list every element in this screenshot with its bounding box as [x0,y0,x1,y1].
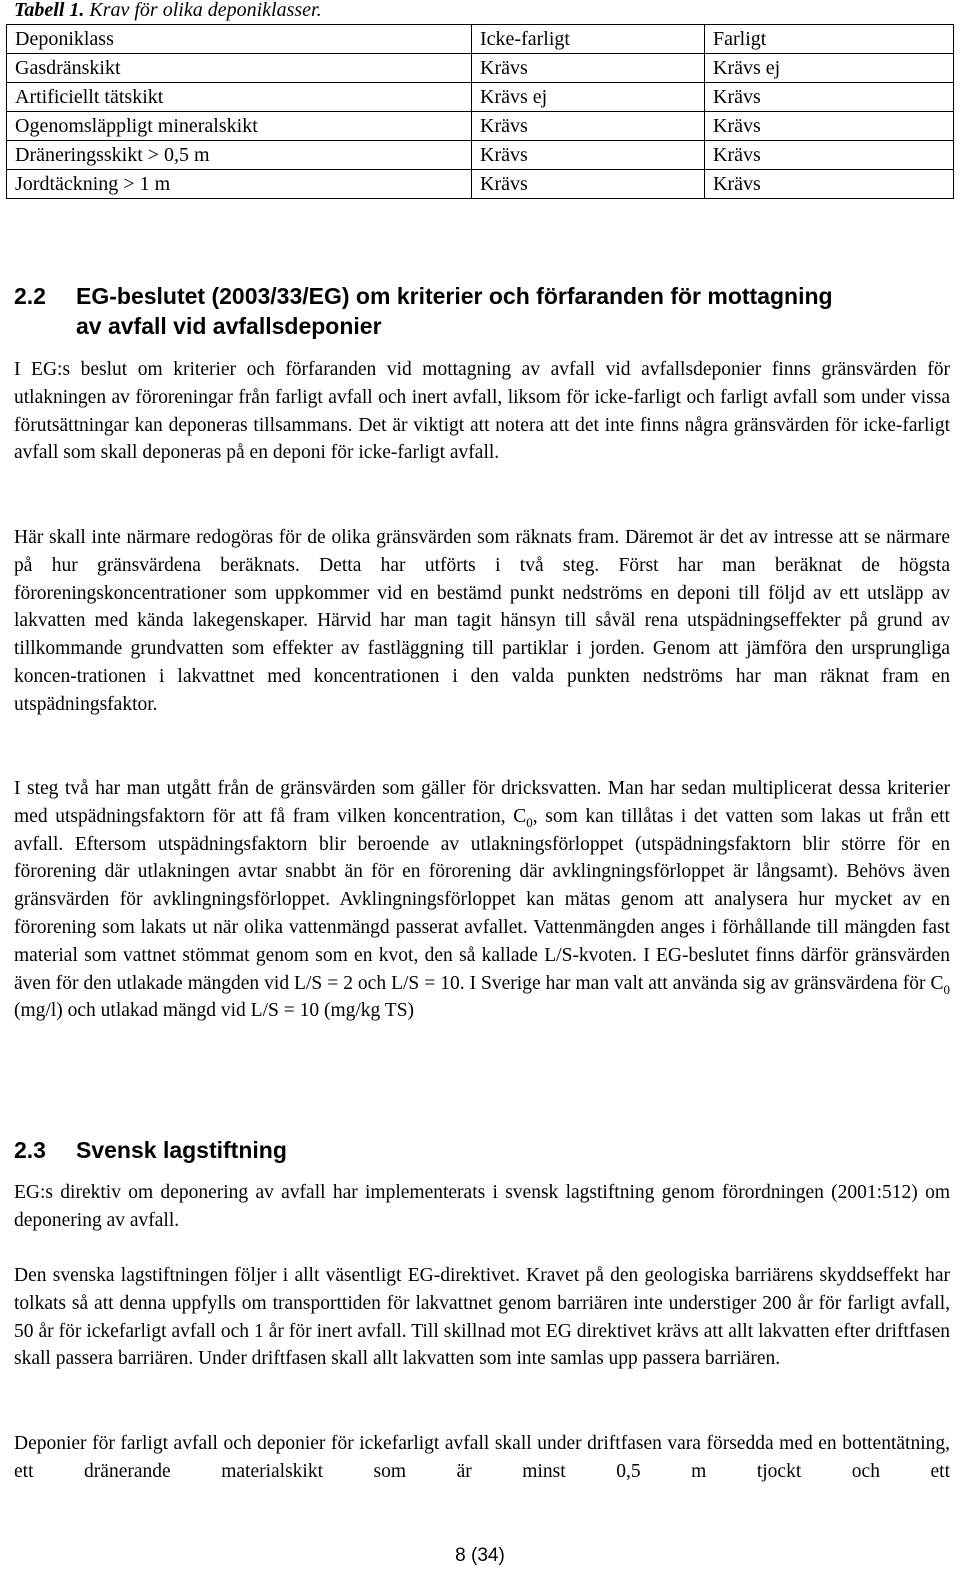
table-header-cell: Farligt [705,25,954,54]
table-cell: Artificiellt tätskikt [7,83,472,112]
table-row [7,112,954,141]
table-row [7,54,954,83]
paragraph: Den svenska lagstiftningen följer i allt väsentligt EG-direktivet. Kravet på den geologiska barriärens skyddseffekt har tolkats så att denna uppfylls om transporttiden för lakvattnet genom barriären inte understiger 200 år för farligt avfall, 50 år för ickefarligt avfall och 1 år för inert avfall. Till skillnad mot EG direktivet krävs att allt lakvatten efter driftfasen skall passera barriären. Under driftfasen skall allt lakvatten som inte samlas upp passera barriären. [14,1265,950,1370]
table-cell: Krävs [472,141,705,170]
table-caption-text: Krav för olika deponiklasser. [84,0,322,21]
paragraph: Här skall inte närmare redogöras för de olika gränsvärden som räknats fram. Däremot är det av intresse att se närmare på hur gränsvärdena beräknats. Detta har utförts i två steg. Först har man beräknat de högsta föroreningskoncentrationer som uppkommer vid en bestämd punkt nedströms en deponi till följd av ett utsläpp av lakvatten med kända lakegenskaper. Härvid har man tagit hänsyn till såväl rena utspädningseffekter på grund av tillkommande grundvatten som effekter av fastläggning till partiklar i jorden. Genom att jämföra den ursprungliga koncen-trationen i lakvattnet med koncentrationen i den valda punkten nedströms har man räknat fram en utspädningsfaktor. [14,527,950,715]
section-number: 2.2 [14,283,46,309]
table-cell: Krävs [705,112,954,141]
requirements-table [6,24,954,199]
section-number: 2.3 [14,1137,46,1163]
table-header-cell: Icke-farligt [472,25,705,54]
table-header-row [7,25,954,54]
table-caption-label: Tabell 1. [14,0,85,21]
table-cell: Krävs [705,170,954,199]
subscript: 0 [943,981,950,997]
table-cell: Dräneringsskikt > 0,5 m [7,141,472,170]
paragraph-text: (mg/l) och utlakad mängd vid L/S = 10 (mg/kg TS) [14,1000,415,1022]
table-cell: Krävs [472,54,705,83]
table-cell: Krävs [705,141,954,170]
paragraph [14,775,950,1025]
section-title-line2: av avfall vid avfallsdeponier [76,313,382,339]
section-title: Svensk lagstiftning [76,1137,287,1163]
table-cell: Krävs [705,83,954,112]
section-title-line1: EG-beslutet (2003/33/EG) om kriterier och förfaranden för mottagning [76,283,833,309]
table-row [7,141,954,170]
table-cell: Ogenomsläppligt mineralskikt [7,112,472,141]
table-cell: Krävs ej [705,54,954,83]
table-cell: Krävs [472,170,705,199]
paragraph: EG:s direktiv om deponering av avfall har implementerats i svensk lagstiftning genom förordningen (2001:512) om deponering av avfall. [14,1182,950,1231]
table-caption [14,0,322,22]
paragraph: I EG:s beslut om kriterier och förfaranden vid mottagning av avfall vid avfallsdeponier finns gränsvärden för utlakningen av föroreningar från farligt avfall och inert avfall, liksom för icke-farligt och farligt avfall som under vissa förutsättningar kan deponeras tillsammans. Det är viktigt att notera att det inte finns några gränsvärden för icke-farligt avfall som skall deponeras på en deponi för icke-farligt avfall. [14,359,950,464]
section-2-2-heading [14,281,954,341]
section-2-3-heading [14,1135,287,1165]
table-cell: Gasdränskikt [7,54,472,83]
table-cell: Krävs [472,112,705,141]
table-cell: Jordtäckning > 1 m [7,170,472,199]
table-row [7,170,954,199]
table-cell: Krävs ej [472,83,705,112]
table-header-cell: Deponiklass [7,25,472,54]
subscript: 0 [526,814,533,830]
paragraph: Deponier för farligt avfall och deponier för ickefarligt avfall skall under driftfasen vara försedda med en bottentätning, ett dränerande materialskikt som är minst 0,5 m tjockt och ett [14,1433,950,1482]
page-number: 8 (34) [455,1545,505,1566]
paragraph-text: , som kan tillåtas i det vatten som lakas ut från ett avfall. Eftersom utspädningsfaktorn blir beroende av utlakningsförloppet (utspädningsfaktorn blir större för en förorening där utlakningen avtar snabbt än för en förorening där avklingningsförloppet är långsamt). Behövs även gränsvärden för avklingningsförloppet. Avklingningsförloppet kan mätas genom att analysera hur mycket av en förorening som lakats ut när olika vattenmängd passerat avfallet. Vattenmängden anges i förhållande till mängden fast material som vattnet stömmat genom som en kvot, den så kallade L/S-kvoten. I EG-beslutet finns därför gränsvärden även för den utlakade mängden vid L/S = 2 och L/S = 10. I Sverige har man valt att använda sig av gränsvärdena för C [14,805,950,994]
table-row [7,83,954,112]
paragraph-text: I steg två har man utgått från de gränsvärden som gäller för dricksvatten. Man har sedan multiplicerat dessa kriterier med utspädningsfaktorn för att få fram vilken koncentration, C [14,778,950,827]
